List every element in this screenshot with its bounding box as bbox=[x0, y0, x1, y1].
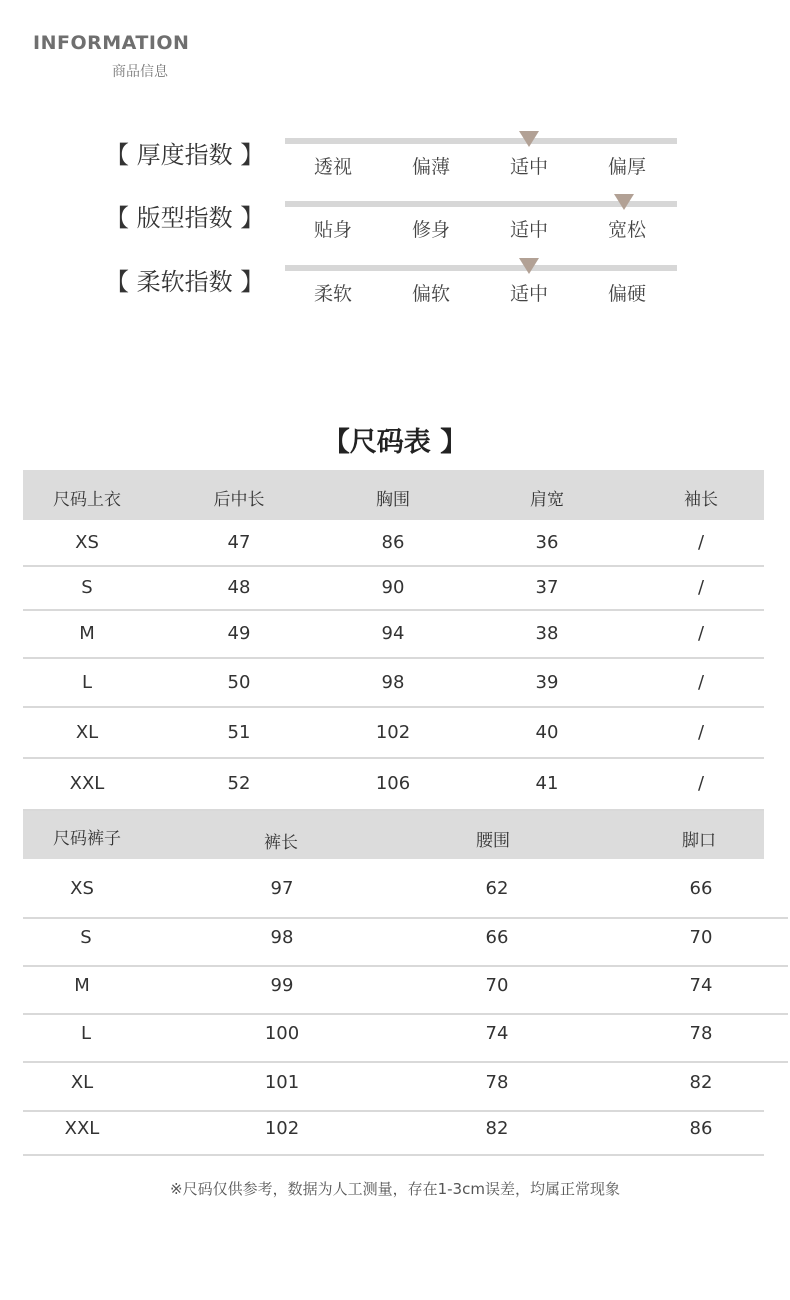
index-option: 宽松 bbox=[607, 219, 646, 241]
table-cell: XL bbox=[75, 721, 99, 743]
table-row bbox=[23, 1062, 788, 1111]
table-cell: 86 bbox=[689, 1118, 713, 1139]
table-cell: 40 bbox=[535, 721, 559, 743]
table-cell: 66 bbox=[689, 877, 713, 899]
index-label: 【 柔软指数 】 bbox=[105, 268, 265, 296]
pants-size-table bbox=[23, 811, 788, 1156]
table-cell: S bbox=[81, 577, 93, 598]
table-cell: M bbox=[79, 623, 95, 644]
table-cell: / bbox=[697, 577, 705, 598]
index-option: 偏硬 bbox=[607, 283, 646, 305]
table-cell: 39 bbox=[535, 671, 559, 693]
table-header-cell: 肩宽 bbox=[530, 490, 564, 510]
table-row bbox=[23, 1014, 788, 1062]
index-marker-icon bbox=[519, 258, 539, 274]
table-cell: 51 bbox=[227, 721, 251, 743]
table-cell: XS bbox=[70, 877, 94, 899]
table-header-cell: 后中长 bbox=[213, 490, 265, 510]
table-row bbox=[23, 867, 788, 918]
table-cell: 101 bbox=[264, 1071, 300, 1093]
index-option: 偏软 bbox=[411, 283, 450, 305]
index-marker-icon bbox=[519, 131, 539, 147]
index-option: 适中 bbox=[509, 283, 548, 305]
table-cell: XXL bbox=[69, 773, 105, 794]
table-row bbox=[23, 758, 764, 810]
index-marker-icon bbox=[614, 194, 634, 210]
table-row bbox=[23, 520, 764, 566]
table-header-cell: 裤长 bbox=[264, 833, 298, 853]
table-cell: 97 bbox=[270, 877, 294, 899]
table-cell: L bbox=[80, 1023, 92, 1044]
table-cell: 70 bbox=[485, 975, 509, 996]
index-option: 偏薄 bbox=[411, 156, 450, 178]
table-cell: 52 bbox=[227, 773, 251, 794]
top-size-table bbox=[23, 470, 764, 812]
table-row bbox=[23, 918, 788, 966]
table-cell: 82 bbox=[689, 1071, 713, 1093]
table-cell: L bbox=[81, 671, 93, 693]
table-row bbox=[23, 566, 764, 610]
table-row bbox=[23, 658, 764, 707]
table-cell: 99 bbox=[270, 975, 294, 996]
index-option: 修身 bbox=[411, 219, 450, 241]
table-cell: 98 bbox=[270, 927, 294, 948]
table-cell: 94 bbox=[381, 623, 405, 644]
index-row bbox=[0, 262, 790, 322]
table-cell: 102 bbox=[375, 721, 411, 743]
index-label: 【 版型指数 】 bbox=[105, 204, 265, 232]
table-cell: M bbox=[74, 975, 90, 996]
table-cell: XS bbox=[75, 532, 99, 553]
info-title-cn: 商品信息 bbox=[112, 64, 168, 80]
size-note: ※尺码仅供参考，数据为人工测量，存在1-3cm误差，均属正常现象 bbox=[170, 1180, 620, 1198]
size-chart-title: 【尺码表 】 bbox=[322, 427, 468, 458]
table-cell: / bbox=[697, 721, 705, 743]
index-option: 柔软 bbox=[313, 283, 352, 305]
table-header-cell: 尺码上衣 bbox=[53, 490, 121, 510]
index-row bbox=[0, 135, 790, 195]
table-row bbox=[23, 707, 764, 758]
index-option: 偏厚 bbox=[607, 156, 646, 178]
table-row bbox=[23, 610, 764, 658]
table-cell: 38 bbox=[535, 623, 559, 644]
table-cell: 74 bbox=[689, 975, 713, 996]
table-cell: / bbox=[697, 532, 705, 553]
index-label: 【 厚度指数 】 bbox=[105, 141, 265, 169]
table-cell: 50 bbox=[227, 671, 251, 693]
table-cell: 37 bbox=[535, 577, 559, 598]
info-title-en: INFORMATION bbox=[33, 32, 190, 54]
index-row bbox=[0, 198, 790, 258]
table-cell: XXL bbox=[64, 1118, 100, 1139]
table-cell: 86 bbox=[381, 532, 405, 553]
table-cell: 36 bbox=[535, 532, 559, 553]
table-cell: 106 bbox=[375, 773, 411, 794]
index-bar bbox=[285, 265, 677, 271]
table-cell: 102 bbox=[264, 1118, 300, 1139]
table-row bbox=[23, 1111, 788, 1155]
table-cell: / bbox=[697, 623, 705, 644]
table-cell: 82 bbox=[485, 1118, 509, 1139]
table-cell: 70 bbox=[689, 927, 713, 948]
table-header-cell: 胸围 bbox=[376, 490, 410, 510]
table-cell: 66 bbox=[485, 927, 509, 948]
table-cell: 98 bbox=[381, 671, 405, 693]
table-cell: / bbox=[697, 671, 705, 693]
table-cell: 90 bbox=[381, 577, 405, 598]
table-header-cell: 袖长 bbox=[684, 490, 718, 510]
index-option: 适中 bbox=[509, 156, 548, 178]
table-cell: 41 bbox=[535, 773, 559, 794]
table-cell: 74 bbox=[485, 1023, 509, 1044]
table-header-cell: 尺码裤子 bbox=[53, 829, 121, 849]
table-cell: 62 bbox=[485, 877, 509, 899]
index-option: 透视 bbox=[313, 156, 352, 178]
table-header-cell: 脚口 bbox=[682, 831, 716, 851]
index-option: 贴身 bbox=[313, 219, 352, 241]
table-cell: XL bbox=[70, 1071, 94, 1093]
table-header-cell: 腰围 bbox=[476, 831, 510, 851]
table-cell: 47 bbox=[227, 532, 251, 553]
table-cell: 78 bbox=[485, 1071, 509, 1093]
table-cell: 100 bbox=[264, 1023, 300, 1044]
table-cell: 49 bbox=[227, 623, 251, 644]
table-cell: 48 bbox=[227, 577, 251, 598]
table-cell: 78 bbox=[689, 1023, 713, 1044]
table-cell: S bbox=[80, 927, 92, 948]
row-divider bbox=[23, 1154, 764, 1156]
table-cell: / bbox=[697, 773, 705, 794]
index-bar bbox=[285, 138, 677, 144]
table-row bbox=[23, 966, 788, 1014]
index-option: 适中 bbox=[509, 219, 548, 241]
